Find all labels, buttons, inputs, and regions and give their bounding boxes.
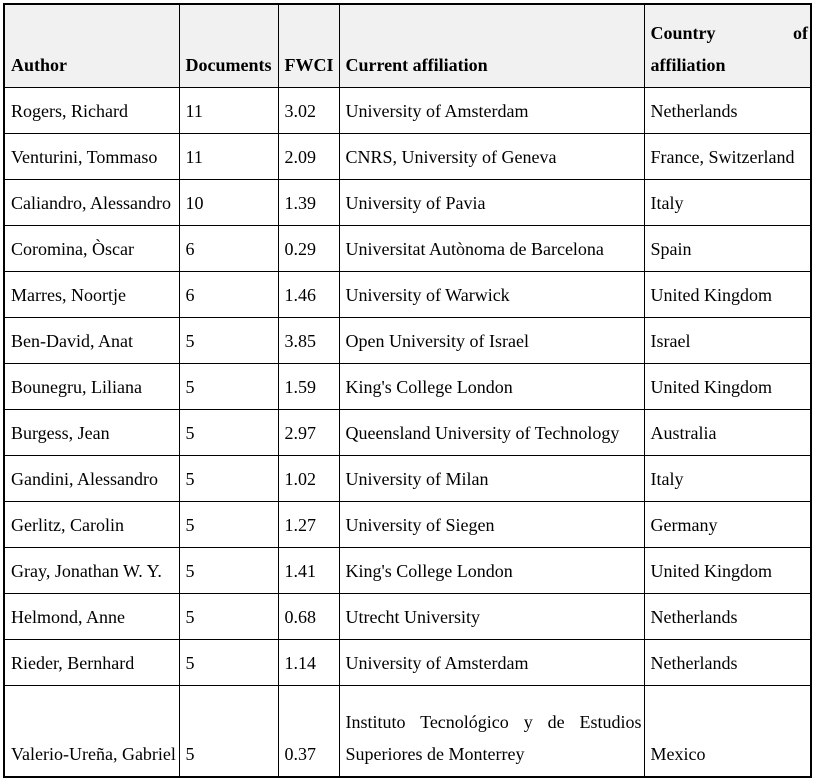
country-header-word-of: of: [793, 22, 808, 43]
table-row: [4, 271, 811, 317]
cell-author: Gray, Jonathan W. Y.: [4, 547, 179, 593]
cell-documents: 5: [179, 685, 278, 777]
cell-author: Marres, Noortje: [4, 271, 179, 317]
cell-country: Australia: [644, 409, 811, 455]
cell-author: Rieder, Bernhard: [4, 639, 179, 685]
table-row: [4, 87, 811, 133]
cell-fwci: 3.85: [278, 317, 339, 363]
cell-documents: 5: [179, 593, 278, 639]
column-header-documents: Documents: [179, 4, 278, 87]
cell-country: Israel: [644, 317, 811, 363]
table-row: [4, 225, 811, 271]
cell-fwci: 2.97: [278, 409, 339, 455]
cell-country: Italy: [644, 455, 811, 501]
cell-documents: 5: [179, 409, 278, 455]
table-row: [4, 685, 811, 777]
cell-country: Germany: [644, 501, 811, 547]
cell-affiliation: University of Milan: [339, 455, 644, 501]
cell-documents: 5: [179, 455, 278, 501]
country-header-word-country: Country: [650, 22, 716, 43]
cell-author: Burgess, Jean: [4, 409, 179, 455]
cell-fwci: 0.29: [278, 225, 339, 271]
table-row: [4, 547, 811, 593]
cell-affiliation: King's College London: [339, 547, 644, 593]
cell-fwci: 2.09: [278, 133, 339, 179]
cell-documents: 5: [179, 547, 278, 593]
cell-author: Venturini, Tommaso: [4, 133, 179, 179]
column-header-fwci: FWCI: [278, 4, 339, 87]
table-row: [4, 501, 811, 547]
cell-country: France, Switzerland: [644, 133, 811, 179]
cell-author: Bounegru, Liliana: [4, 363, 179, 409]
cell-affiliation: University of Pavia: [339, 179, 644, 225]
cell-fwci: 3.02: [278, 87, 339, 133]
cell-affiliation: Open University of Israel: [339, 317, 644, 363]
cell-affiliation: University of Amsterdam: [339, 87, 644, 133]
cell-affiliation: Universitat Autònoma de Barcelona: [339, 225, 644, 271]
cell-country: United Kingdom: [644, 363, 811, 409]
table-row: [4, 363, 811, 409]
column-header-affiliation: Current affiliation: [339, 4, 644, 87]
table-row: [4, 409, 811, 455]
cell-country: Spain: [644, 225, 811, 271]
cell-documents: 6: [179, 225, 278, 271]
cell-author: Rogers, Richard: [4, 87, 179, 133]
cell-documents: 5: [179, 317, 278, 363]
cell-affiliation: Utrecht University: [339, 593, 644, 639]
cell-documents: 11: [179, 133, 278, 179]
column-header-country: [644, 4, 811, 87]
cell-author: Gerlitz, Carolin: [4, 501, 179, 547]
cell-documents: 5: [179, 363, 278, 409]
cell-country: Italy: [644, 179, 811, 225]
cell-documents: 6: [179, 271, 278, 317]
authors-table: [3, 3, 812, 778]
cell-affiliation: CNRS, University of Geneva: [339, 133, 644, 179]
header-row: [4, 4, 811, 87]
cell-documents: 11: [179, 87, 278, 133]
cell-author: Helmond, Anne: [4, 593, 179, 639]
cell-fwci: 1.46: [278, 271, 339, 317]
country-header-line2: affiliation: [650, 54, 726, 75]
table-row: [4, 317, 811, 363]
cell-author: Gandini, Alessandro: [4, 455, 179, 501]
cell-affiliation: Instituto Tecnológico y de Estudios Superiores de Monterrey: [339, 685, 644, 777]
table-row: [4, 455, 811, 501]
cell-affiliation: Queensland University of Technology: [339, 409, 644, 455]
table-header: [4, 4, 811, 87]
column-header-author: Author: [4, 4, 179, 87]
cell-author: Ben-David, Anat: [4, 317, 179, 363]
table-row: [4, 639, 811, 685]
cell-fwci: 1.27: [278, 501, 339, 547]
cell-fwci: 1.39: [278, 179, 339, 225]
cell-country: Netherlands: [644, 593, 811, 639]
cell-fwci: 1.59: [278, 363, 339, 409]
cell-affiliation: King's College London: [339, 363, 644, 409]
cell-fwci: 0.68: [278, 593, 339, 639]
table-row: [4, 593, 811, 639]
country-header-line1: [651, 17, 809, 49]
cell-documents: 5: [179, 639, 278, 685]
cell-author: Coromina, Òscar: [4, 225, 179, 271]
cell-country: United Kingdom: [644, 271, 811, 317]
cell-documents: 5: [179, 501, 278, 547]
cell-fwci: 1.41: [278, 547, 339, 593]
cell-country: United Kingdom: [644, 547, 811, 593]
cell-documents: 10: [179, 179, 278, 225]
cell-affiliation: University of Warwick: [339, 271, 644, 317]
cell-affiliation: University of Amsterdam: [339, 639, 644, 685]
table-row: [4, 133, 811, 179]
cell-country: Netherlands: [644, 639, 811, 685]
table-row: [4, 179, 811, 225]
table-body: [4, 87, 811, 777]
cell-affiliation: University of Siegen: [339, 501, 644, 547]
cell-author: Valerio-Ureña, Gabriel: [4, 685, 179, 777]
cell-fwci: 1.14: [278, 639, 339, 685]
cell-country: Mexico: [644, 685, 811, 777]
cell-fwci: 0.37: [278, 685, 339, 777]
cell-country: Netherlands: [644, 87, 811, 133]
cell-fwci: 1.02: [278, 455, 339, 501]
cell-author: Caliandro, Alessandro: [4, 179, 179, 225]
